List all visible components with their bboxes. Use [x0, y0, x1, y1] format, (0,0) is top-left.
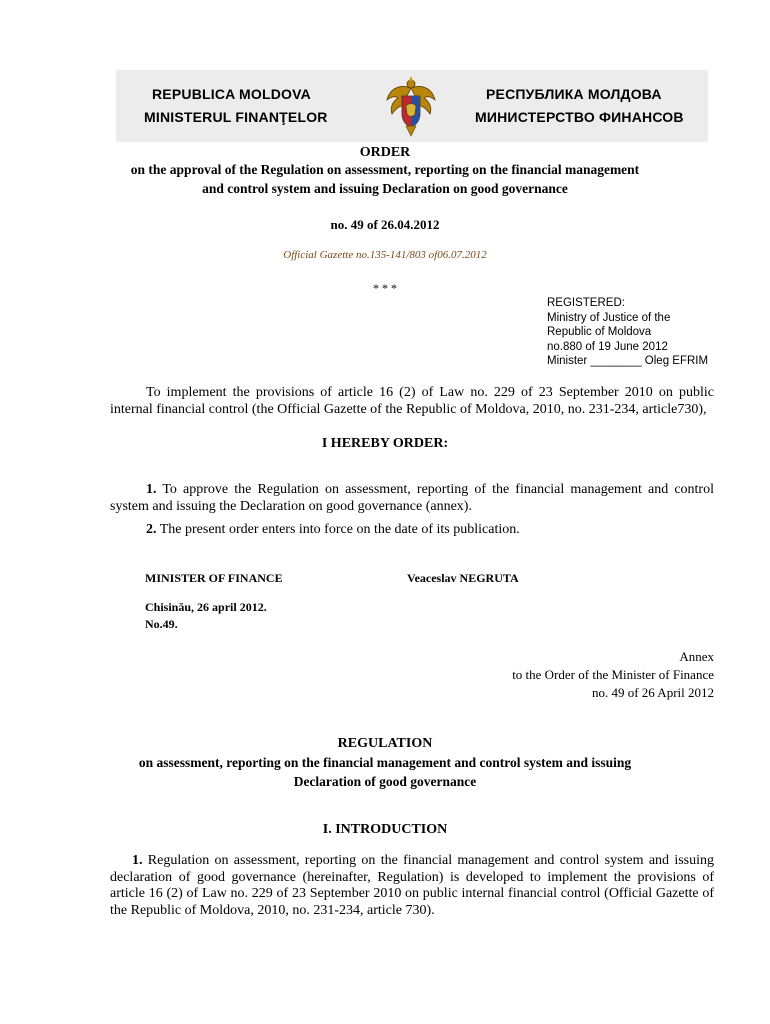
regulation-subtitle-line2: Declaration of good governance	[293, 774, 477, 789]
letterhead-left-line1: REPUBLICA MOLDOVA	[152, 86, 311, 102]
registration-line: Republic of Moldova	[547, 326, 652, 338]
regulation-subtitle-line1: on assessment, reporting on the financial management and control system and issuing	[138, 755, 632, 770]
annex-line: to the Order of the Minister of Finance	[512, 667, 714, 682]
paragraph-number: 1.	[132, 853, 143, 868]
order-heading: ORDER	[359, 145, 411, 160]
order-subtitle-line1: on the approval of the Regulation on assessment, reporting on the financial management	[130, 162, 640, 177]
paragraph-text: Regulation on assessment, reporting on the financial management and control system and issuing declaration of good governance (hereinafter, Regulation) is developed to implement the provisions of article 16 (2) of Law no. 229 of 23 September 2010 on public internal financial control (Official Gazette of the Republic of Moldova, 2010, no. 231-234, article 730).	[110, 853, 714, 918]
signature-place-date: Chisinău, 26 april 2012.	[145, 600, 267, 614]
signature-number: No.49.	[145, 617, 178, 631]
gazette-link[interactable]: Official Gazette no.135-141/803 of06.07.2012	[283, 249, 487, 261]
signature-role: MINISTER OF FINANCE	[145, 571, 283, 585]
registration-block	[547, 296, 708, 369]
signature-name: Veaceslav NEGRUTA	[407, 571, 519, 585]
annex-line: no. 49 of 26 April 2012	[591, 685, 714, 700]
letterhead-right-line1: РЕСПУБЛИКА МОЛДОВА	[486, 86, 662, 102]
order-item-1	[110, 482, 714, 515]
registration-line: REGISTERED:	[547, 297, 625, 309]
order-number: no. 49 of 26.04.2012	[330, 217, 440, 232]
registration-line: Ministry of Justice of the	[547, 311, 671, 324]
section-heading: I. INTRODUCTION	[322, 822, 448, 837]
item-number: 1.	[146, 482, 157, 497]
item-text: To approve the Regulation on assessment, reporting of the financial management and control system and issuing the Declaration on good governance (annex).	[110, 482, 714, 514]
registration-line: no.880 of 19 June 2012	[547, 340, 668, 353]
intro-paragraph: To implement the provisions of article 16 (2) of Law no. 229 of 23 September 2010 on public internal financial control (the Official Gazette of the Republic of Moldova, 2010, no. 231-234, article730),	[110, 385, 714, 417]
letterhead-left-line2: MINISTERUL FINANŢELOR	[144, 109, 328, 125]
order-item-2	[110, 522, 714, 539]
item-text: The present order enters into force on the date of its publication.	[156, 522, 520, 537]
annex-block	[512, 648, 714, 702]
moldova-coat-of-arms-icon	[384, 74, 438, 140]
item-number: 2.	[146, 522, 157, 537]
hereby-order-heading: I HEREBY ORDER:	[321, 436, 449, 451]
regulation-paragraph-1	[110, 853, 714, 919]
letterhead-right-line2: МИНИСТЕРСТВО ФИНАНСОВ	[475, 109, 684, 125]
letterhead	[116, 70, 708, 142]
registration-line: Minister ________ Oleg EFRIM	[547, 355, 709, 367]
regulation-heading: REGULATION	[337, 736, 433, 751]
annex-line: Annex	[679, 649, 714, 664]
order-subtitle-line2: and control system and issuing Declaration on good governance	[202, 181, 568, 196]
separator-stars: * * *	[373, 281, 397, 295]
